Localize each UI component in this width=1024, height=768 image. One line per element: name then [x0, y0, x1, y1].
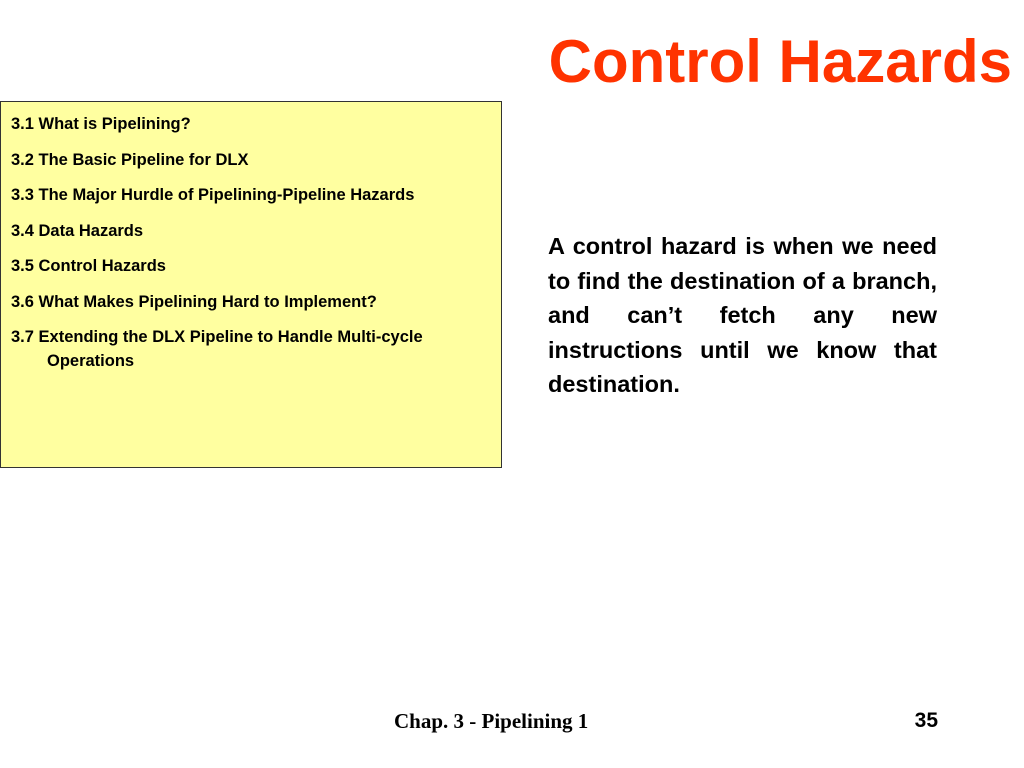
slide-title: Control Hazards	[548, 28, 1012, 95]
toc-item: 3.5 Control Hazards	[11, 257, 166, 275]
table-of-contents	[0, 101, 502, 468]
toc-item: 3.1 What is Pipelining?	[11, 115, 191, 133]
toc-item: 3.6 What Makes Pipelining Hard to Implement?	[11, 292, 377, 311]
body-paragraph: A control hazard is when we need to find the destination of a branch, and can’t fetch any new instructions until we know that destination.	[548, 233, 937, 397]
toc-item: 3.7 Extending the DLX Pipeline to Handle Multi-cycle Operations	[11, 328, 423, 370]
toc-item: 3.4 Data Hazards	[11, 221, 144, 240]
toc-item: 3.3 The Major Hurdle of Pipelining-Pipeline Hazards	[11, 186, 415, 204]
page-number: 35	[914, 709, 938, 732]
toc-item: 3.2 The Basic Pipeline for DLX	[11, 150, 249, 169]
footer-chapter: Chap. 3 - Pipelining 1	[394, 709, 589, 733]
